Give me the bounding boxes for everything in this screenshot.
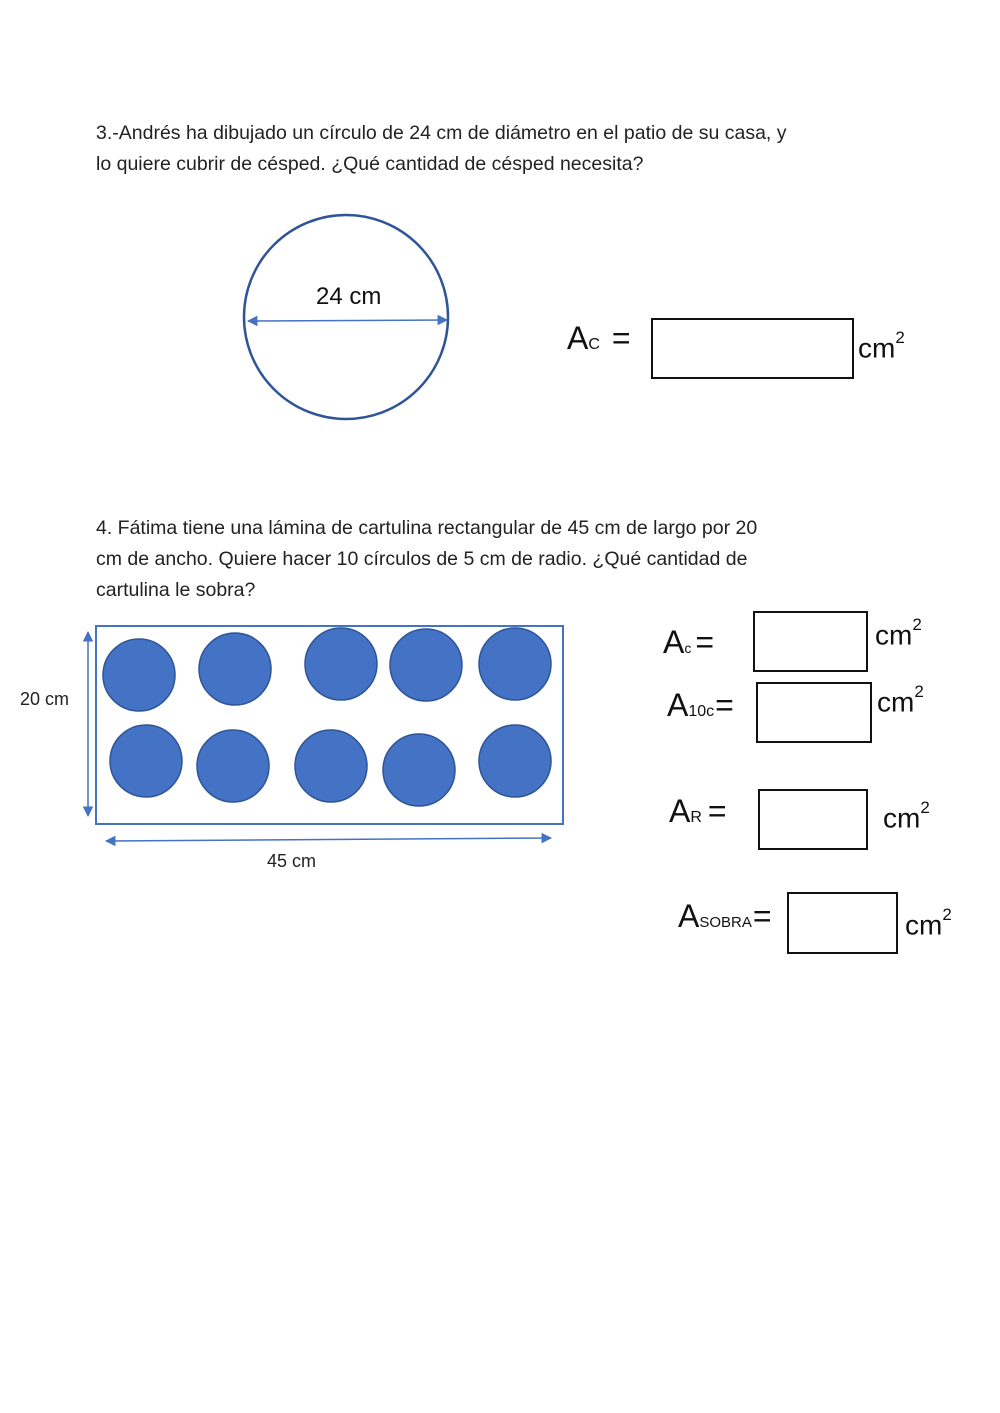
unit-exponent: 2 — [914, 682, 924, 701]
unit-text: cm — [905, 909, 943, 941]
unit-exponent: 2 — [895, 328, 905, 347]
blue-circle — [383, 734, 455, 806]
q4-answer-10-circles-box[interactable] — [756, 682, 872, 743]
q4-answer-leftover-label — [678, 898, 772, 935]
width-arrow — [106, 838, 551, 841]
question-4-line-1: 4. Fátima tiene una lámina de cartulina rectangular de 45 cm de largo por 20 — [96, 517, 758, 539]
unit-exponent: 2 — [920, 798, 930, 817]
blue-circle — [305, 628, 377, 700]
area-symbol: A — [567, 320, 589, 356]
blue-circles — [103, 628, 551, 806]
equals-sign: = — [715, 687, 734, 723]
q4-answer-10-circles-label — [667, 687, 734, 724]
lawn-circle — [244, 215, 448, 419]
diameter-arrow — [248, 320, 447, 321]
q4-answer-circle-label — [663, 624, 714, 661]
blue-circle — [103, 639, 175, 711]
area-symbol: A — [663, 624, 685, 660]
area-symbol: A — [669, 793, 691, 829]
area-subscript: C — [588, 336, 600, 353]
blue-circle — [479, 725, 551, 797]
equals-sign: = — [695, 624, 715, 660]
blue-circle — [295, 730, 367, 802]
area-subscript: 10c — [688, 703, 715, 720]
q4-answer-circle-box[interactable] — [753, 611, 868, 672]
width-label: 45 cm — [267, 851, 317, 871]
area-subscript: c — [684, 640, 692, 656]
blue-circle — [479, 628, 551, 700]
unit-text: cm — [877, 686, 915, 718]
question-3-line-1: 3.-Andrés ha dibujado un círculo de 24 cm de diámetro en el patio de su casa, y — [96, 122, 787, 144]
unit-text: cm — [858, 332, 896, 364]
blue-circle — [199, 633, 271, 705]
q4-answer-rectangle-box[interactable] — [758, 789, 868, 850]
question-4-text — [96, 513, 856, 606]
area-symbol: A — [678, 898, 700, 934]
unit-exponent: 2 — [912, 615, 922, 634]
cardboard-figure — [88, 626, 563, 841]
q4-unit-circle — [875, 615, 922, 651]
circle-figure — [244, 215, 448, 419]
q4-answer-rectangle-label — [669, 793, 727, 830]
area-subscript: R — [690, 809, 702, 826]
equals-sign: = — [707, 793, 727, 829]
blue-circle — [110, 725, 182, 797]
question-3-line-2: lo quiere cubrir de césped. ¿Qué cantidad de césped necesita? — [96, 153, 644, 175]
question-4-line-2: cm de ancho. Quiere hacer 10 círculos de 5 cm de radio. ¿Qué cantidad de — [96, 548, 748, 570]
question-4-line-3: cartulina le sobra? — [96, 579, 256, 601]
q3-unit — [858, 328, 905, 364]
blue-circle — [197, 730, 269, 802]
unit-text: cm — [883, 802, 921, 834]
unit-exponent: 2 — [942, 905, 952, 924]
equals-sign: = — [752, 898, 772, 934]
q4-unit-rectangle — [883, 798, 930, 834]
area-subscript: SOBRA — [699, 914, 752, 931]
q4-answer-leftover-box[interactable] — [787, 892, 898, 954]
q4-unit-10-circles — [877, 682, 924, 718]
unit-text: cm — [875, 619, 913, 651]
area-symbol: A — [667, 687, 689, 723]
equals-sign: = — [611, 320, 631, 356]
q4-unit-leftover — [905, 905, 952, 941]
height-label: 20 cm — [20, 689, 70, 709]
diameter-label: 24 cm — [316, 283, 382, 310]
q3-answer-label — [567, 320, 631, 357]
blue-circle — [390, 629, 462, 701]
q3-answer-box[interactable] — [651, 318, 854, 379]
